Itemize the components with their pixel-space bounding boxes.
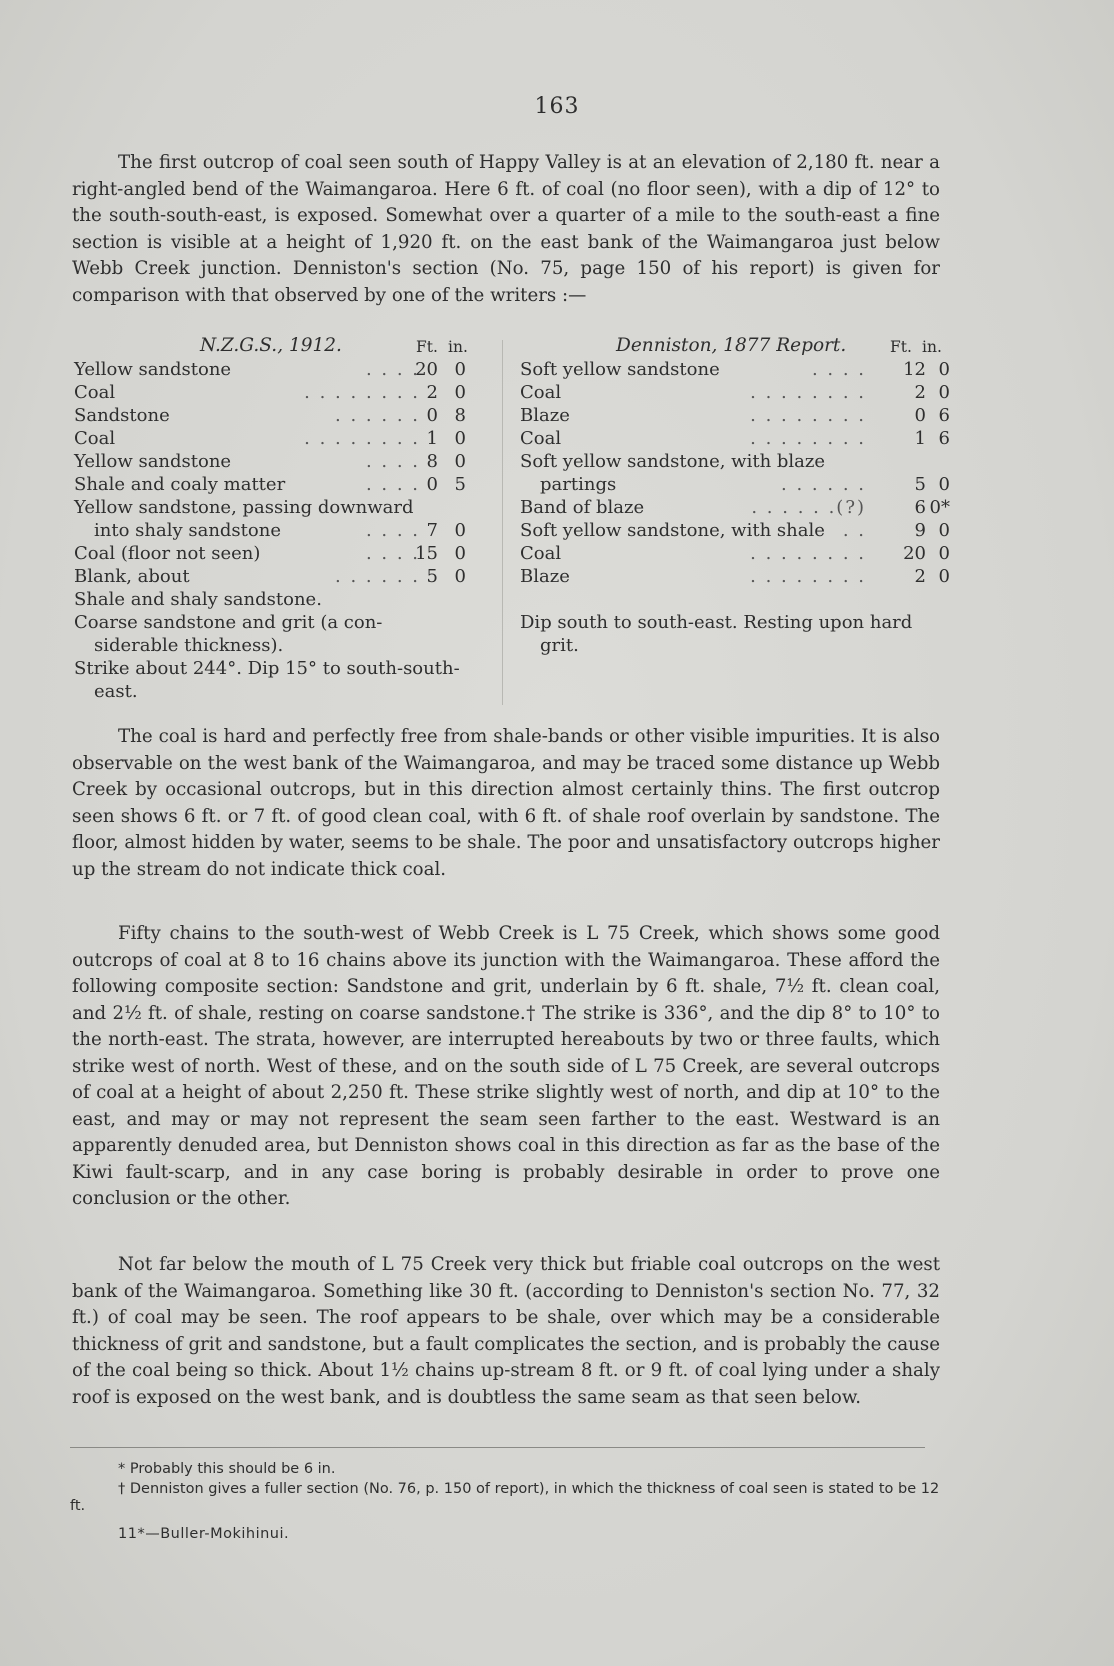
table-row [74,519,494,542]
paragraph-text: Not far below the mouth of L 75 Creek very thick but friable coal outcrops on the west bank of the Waimangaroa. Something like 30 ft. (according to Denniston's section No. 77, 32 ft.) of coal may be seen. The roof appears to be shale, over which may be a considerable thickness of grit and sandstone, but a fault complicates the section, and is probably the cause of the coal being so thick. About 1½ chains up-stream 8 ft. or 9 ft. of coal lying under a shaly roof is exposed on the west bank, and is doubtless the same seam as that seen below. [72,1254,940,1408]
leader-dots: . . . . [365,520,420,541]
thickness-ft: 0 [914,405,926,426]
thickness-in: 0 [454,566,466,587]
table-row [520,565,950,588]
table-row [74,358,494,381]
stratum-label: Band of blaze [520,497,645,518]
paragraph-l75-creek [72,921,940,1213]
stratum-label: Coal [520,382,562,403]
footnote-1: * Probably this should be 6 in. [118,1461,336,1477]
stratum-label: Shale and coaly matter [74,474,286,495]
thickness-in: 0 [938,359,950,380]
thickness-ft: 8 [426,451,438,472]
thickness-in: 8 [454,405,466,426]
leader-dots: . . . . . . [335,566,420,587]
note-continuation: siderable thickness). [94,635,284,656]
thickness-in: 0 [938,382,950,403]
leader-dots: . . . . [365,474,420,495]
table-title: N.Z.G.S., 1912. [200,335,342,356]
leader-dots: . . . . . . . . [304,428,420,449]
note-line: Dip south to south-east. Resting upon hard [520,612,913,633]
stratum-label: Sandstone [74,405,170,426]
leader-dots: . . . . . . . . [304,382,420,403]
footnote-rule [70,1447,925,1448]
thickness-in: 6 [938,405,950,426]
leader-dots: . . . . . . . . [750,405,866,426]
table-row [74,565,494,588]
leader-dots: . . . . . . . . [750,543,866,564]
table-row [74,496,494,519]
table-row [74,473,494,496]
table-rows [520,358,950,588]
leader-dots: . . . . [365,451,420,472]
leader-dots: . . . . . . . . [750,566,866,587]
note-continuation: east. [94,681,138,702]
thickness-in: 0 [454,382,466,403]
table-title: Denniston, 1877 Report. [616,335,847,356]
note-continuation: grit. [540,635,579,656]
table-row [520,519,950,542]
table-note [520,611,940,657]
stratum-label: Soft yellow sandstone, with blaze [520,451,826,472]
thickness-in: 5 [454,474,466,495]
stratum-label: Shale and shaly sandstone. [74,589,322,610]
leader-dots: . . [842,520,866,541]
table-row [520,450,940,473]
stratum-label: Coal [74,428,116,449]
stratum-label: Blank, about [74,566,190,587]
thickness-ft: 2 [914,566,926,587]
thickness-ft: 6 [914,497,926,518]
thickness-ft: 7 [426,520,438,541]
thickness-in: 0 [454,520,466,541]
table-row [520,358,950,381]
table-row [520,381,950,404]
table-row [520,404,950,427]
note-line: Coarse sandstone and grit (a con- [74,612,383,633]
thickness-in: 0 [938,543,950,564]
leader-dots: . . . . [365,543,420,564]
stratum-label: Coal [520,428,562,449]
thickness-ft: 5 [914,474,926,495]
table-row [520,427,950,450]
leader-dots: . . . . . . [781,474,866,495]
paragraph-text: The coal is hard and perfectly free from shale-bands or other visible impurities. It is also observable on the west bank of the Waimangaroa, and may be traced some distance up Webb Creek by occasional outcrops, but in this direction almost certainly thins. The first outcrop seen shows 6 ft. or 7 ft. of good clean coal, with 6 ft. of shale roof overlain by sandstone. The floor, almost hidden by water, seems to be shale. The poor and unsatisfactory outcrops higher up the stream do not indicate thick coal. [72,726,940,880]
thickness-in: 0 [454,428,466,449]
table-row [520,496,950,519]
table-row [74,450,494,473]
ft-header: Ft. [890,338,912,356]
stratum-label: Yellow sandstone [74,359,232,380]
thickness-ft: 1 [426,428,438,449]
table-row [520,473,950,496]
table-header [74,334,494,358]
thickness-in: 0 [454,451,466,472]
footnote-2 [70,1481,950,1515]
note-line: Strike about 244°. Dip 15° to south-south- [74,658,460,679]
thickness-ft: 9 [914,520,926,541]
thickness-ft: 15 [415,543,438,564]
thickness-ft: 20 [415,359,438,380]
table-row [74,404,494,427]
thickness-ft: 0 [426,474,438,495]
paragraph-intro [72,150,940,309]
stratum-label: partings [540,474,617,495]
stratum-label: Coal [74,382,116,403]
table-notes [520,611,940,657]
leader-dots: . . . . . . . . [750,382,866,403]
paragraph-text: Fifty chains to the south-west of Webb Creek is L 75 Creek, which shows some good outcrops of coal at 8 to 16 chains above its junction with the Waimangaroa. These afford the following composite section: Sandstone and grit, underlain by 6 ft. shale, 7½ ft. clean coal, and 2½ ft. of shale, resting on coarse sandstone.† The strike is 336°, and the dip 8° to 10° to the north-east. The strata, however, are interrupted hereabouts by two or three faults, which strike west of north. West of these, and on the south side of L 75 Creek, are several outcrops of coal at a height of about 2,250 ft. These strike slightly west of north, and dip at 10° to the east, and may or may not represent the seam seen farther to the east. Westward is an apparently denuded area, but Denniston shows coal in this direction as far as the base of the Kiwi fault-scarp, and in any case boring is probably desirable in order to prove one conclusion or the other. [72,923,940,1209]
thickness-ft: 0 [426,405,438,426]
stratum-label: Blaze [520,566,570,587]
table-header [520,334,940,358]
footnote-text: † Denniston gives a fuller section (No. 76, p. 150 of report), in which the thickness of coal seen is stated to be 12 ft. [70,1481,940,1514]
stratum-label: Blaze [520,405,570,426]
table-row [74,381,494,404]
printer-imprint: 11*—Buller-Mokihinui. [118,1526,290,1542]
ft-header: Ft. [416,338,438,356]
paragraph-text: The first outcrop of coal seen south of Happy Valley is at an elevation of 2,180 ft. near a right-angled bend of the Waimangaroa. Here 6 ft. of coal (no floor seen), with a dip of 12° to the south-south-east, is exposed. Somewhat over a quarter of a mile to the south-east a fine section is visible at a height of 1,920 ft. on the east bank of the Waimangaroa just below Webb Creek junction. Denniston's section (No. 75, page 150 of his report) is given for comparison with that observed by one of the writers :— [72,152,940,306]
table-row [520,542,950,565]
stratum-label: Soft yellow sandstone, with shale [520,520,825,541]
table-note [74,657,494,703]
thickness-in: 0 [454,543,466,564]
table-note [74,611,494,657]
leader-dots: . . . . [811,359,866,380]
section-table-denniston [520,334,950,657]
thickness-in: 0 [454,359,466,380]
table-row [74,542,494,565]
thickness-ft: 5 [426,566,438,587]
stratum-label: Coal [520,543,562,564]
thickness-ft: 1 [914,428,926,449]
thickness-ft: 2 [426,382,438,403]
page-number: 163 [534,94,580,119]
thickness-in: 6 [938,428,950,449]
stratum-label: Yellow sandstone, passing downward [74,497,414,518]
leader-dots: . . . . [365,359,420,380]
thickness-in: 0 [938,520,950,541]
thickness-ft: 12 [903,359,926,380]
stratum-label: Soft yellow sandstone [520,359,720,380]
table-row [74,427,494,450]
paragraph-friable-coal [72,1252,940,1411]
thickness-ft: 20 [903,543,926,564]
leader-dots: . . . . . .(?) [751,497,866,518]
in-header: in. [448,338,468,356]
stratum-label: Coal (floor not seen) [74,543,261,564]
section-table-nzgs [74,334,494,703]
thickness-ft: 2 [914,382,926,403]
thickness-in: 0* [929,497,950,518]
leader-dots: . . . . . . . . [750,428,866,449]
thickness-in: 0 [938,566,950,587]
stratum-label: into shaly sandstone [94,520,281,541]
table-notes [74,611,494,703]
table-rows [74,358,494,611]
paragraph-coal-quality [72,724,940,883]
thickness-in: 0 [938,474,950,495]
column-divider [502,340,503,705]
leader-dots: . . . . . . [335,405,420,426]
stratum-label: Yellow sandstone [74,451,232,472]
in-header: in. [922,338,942,356]
table-row [74,588,494,611]
